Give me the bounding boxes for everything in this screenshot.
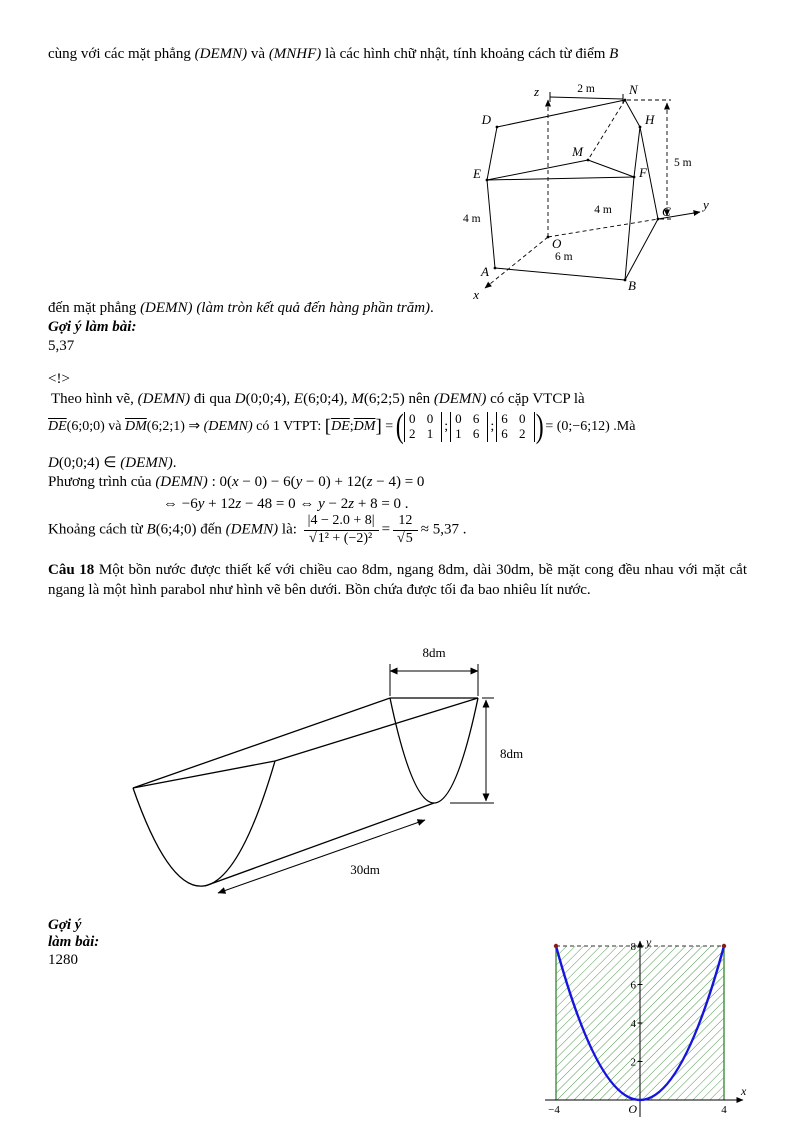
text-segment: [ — [324, 416, 332, 438]
text-segment: $\overline{DE}$ — [331, 419, 350, 435]
text-segment: (DEMN) — [225, 521, 279, 538]
text-segment: là các hình chữ nhật, tính khoảng cách từ điểm — [321, 46, 610, 62]
text-segment: (DEMN) — [194, 46, 248, 62]
determinant-3 — [496, 412, 534, 442]
text-segment: ; — [349, 419, 354, 435]
axis-z-label: z — [533, 84, 539, 99]
text-segment: = (0;−6;12) — [541, 419, 610, 435]
det1-row2: 2 1 — [409, 426, 438, 441]
text-segment: − 4) = 0 — [372, 474, 425, 490]
text-segment: (DEMN) — [140, 300, 193, 316]
ytick-6: 6 — [630, 979, 636, 992]
axis-x-label: x — [473, 287, 479, 302]
text-segment: − 0) + 12( — [302, 474, 367, 490]
point-C-label: C — [662, 204, 671, 219]
text-segment: : 0( — [207, 474, 232, 490]
text-segment: Câu 18 — [48, 562, 95, 578]
text-segment: $\overline{DM}$ — [353, 419, 376, 435]
text-segment: (6;0;4), — [303, 391, 352, 407]
approx-result: ≈ 5,37 . — [420, 521, 467, 538]
text-segment: (làm tròn kết quả đến hàng phần trăm) — [196, 300, 431, 316]
text-segment: . — [172, 455, 177, 471]
graph-y-label: y — [646, 935, 652, 949]
point-A-label: A — [481, 264, 489, 279]
det2-row2: 1 6 — [455, 426, 484, 441]
prism-solid-edges — [487, 92, 700, 280]
sqrt-sign: √ — [309, 530, 317, 546]
text-segment: x — [231, 474, 239, 490]
text-segment: (DEMN) — [120, 455, 173, 471]
solution-line-3 — [48, 453, 177, 472]
text-segment: z — [348, 496, 355, 512]
point-E-label: E — [473, 166, 481, 181]
trough-figure — [120, 638, 540, 918]
text-segment: .Mà — [609, 419, 636, 435]
cau18-paragraph — [48, 560, 747, 601]
text-segment: B — [146, 521, 156, 538]
fraction-2 — [393, 513, 418, 548]
prism-figure — [455, 78, 725, 310]
text-segment: z — [366, 474, 373, 490]
intro-line — [48, 46, 618, 63]
point-D-label: D — [481, 112, 491, 127]
text-segment: (DEMN) — [137, 391, 191, 407]
front-parabola — [133, 761, 275, 886]
determinant-2 — [450, 412, 488, 442]
curve-endpoint-right — [722, 944, 726, 948]
dim-4m-left-label: 4 m — [463, 213, 481, 225]
determinant-1 — [404, 412, 442, 442]
ytick-4: 4 — [630, 1018, 636, 1030]
trough-height-label: 8dm — [500, 746, 524, 761]
text-segment: y — [295, 474, 303, 490]
text-segment: đi qua — [190, 391, 235, 407]
text-segment: y — [197, 496, 205, 512]
curve-endpoint-left — [554, 944, 558, 948]
axis-y-label: y — [703, 197, 709, 212]
text-segment: − 48 = 0 ⇔ — [241, 496, 319, 512]
text-segment: (MNHF) — [268, 46, 322, 62]
text-segment: z — [235, 496, 242, 512]
solution-line-vtpt — [48, 410, 635, 444]
det3-row2: 6 2 — [501, 426, 530, 441]
solution-line-1 — [51, 391, 585, 408]
vtpt-suffix — [542, 419, 636, 434]
point-B-label: B — [628, 278, 636, 293]
solution-line-4 — [48, 474, 424, 491]
solution-line-5 — [163, 496, 409, 513]
text-segment: (6;2;1) ⇒ — [146, 419, 204, 435]
dim-6m-label: 6 m — [555, 251, 573, 263]
fraction-1 — [304, 513, 379, 548]
text-segment: (DEMN) — [203, 419, 253, 435]
origin-label: O — [628, 1102, 637, 1116]
xtick-minus4: −4 — [548, 1104, 560, 1116]
text-segment: − 2 — [324, 496, 349, 512]
ytick-2: 2 — [630, 1056, 636, 1069]
text-segment: ⇔ −6 — [163, 496, 198, 512]
equals-sign: = — [381, 521, 391, 538]
text-segment: có 1 VTPT: — [252, 419, 325, 435]
text-segment: có cặp VTCP là — [486, 391, 585, 407]
trough-width-label: 8dm — [422, 645, 446, 660]
hint1-label: Gợi ý làm bài: — [48, 319, 137, 335]
vtpt-prefix — [48, 416, 397, 438]
big-paren-close: ) — [535, 408, 544, 445]
point-H-label: H — [645, 112, 655, 127]
dim-2m-label: 2 m — [577, 83, 595, 95]
hint1-value: 5,37 — [48, 338, 75, 354]
text-segment: (DEMN) — [433, 391, 487, 407]
hint2-label-line1: Gợi ý — [48, 917, 82, 933]
det-separator: ; — [444, 419, 449, 435]
point-O-label: O — [552, 236, 562, 251]
text-segment: (6;2;5) nên — [363, 391, 434, 407]
text-segment: Theo hình vẽ, — [51, 391, 138, 407]
after-figure-line — [48, 300, 434, 317]
text-segment: + 12 — [204, 496, 236, 512]
text-segment: Khoảng cách từ — [48, 521, 147, 538]
text-segment: Phương trình của — [48, 474, 156, 490]
text-segment: cùng với các mặt phẳng — [48, 46, 195, 62]
text-segment: ] — [375, 416, 382, 438]
hint2-value: 1280 — [48, 952, 78, 968]
text-segment: đến mặt phẳng — [48, 300, 141, 316]
ytick-8: 8 — [630, 941, 636, 953]
text-segment: và — [247, 46, 269, 62]
text-segment: E — [293, 391, 304, 407]
fraction2-denominator — [393, 531, 418, 548]
text-segment: B — [609, 46, 619, 62]
text-segment: (6;0;0) và — [66, 419, 125, 435]
det2-row1: 0 6 — [455, 411, 484, 427]
text-segment: . — [430, 300, 434, 316]
graph-figure — [535, 935, 750, 1121]
point-N-label: N — [629, 82, 638, 97]
text-segment: $\overline{DM}$ — [125, 419, 147, 435]
text-segment: (0;0;4), — [245, 391, 294, 407]
text-segment: là: — [278, 521, 301, 538]
text-segment: Một bồn nước được thiết kế với chiều cao 8dm, ngang 8dm, dài 30dm, bề mặt cong đều nhau với mặt cắt ngang là một hình parabol như hình vẽ bên dưới. Bồn chứa được tối đa bao nhiêu lít nước. — [48, 562, 747, 599]
text-segment: − 0) − 6( — [238, 474, 296, 490]
dim-5m-label: 5 m — [674, 157, 692, 169]
text-segment: D — [48, 455, 59, 471]
text-segment: D — [234, 391, 246, 407]
text-segment: + 8 = 0 . — [354, 496, 409, 512]
distance-prefix — [48, 522, 301, 538]
text-segment: M — [351, 391, 364, 407]
back-parabola — [390, 698, 478, 803]
dim-4m-bottom-label: 4 m — [594, 204, 612, 216]
sqrt-sign: √ — [397, 530, 405, 546]
det-separator: ; — [490, 419, 495, 435]
fraction1-numerator: |4 − 2.0 + 8| — [304, 513, 379, 531]
text-segment: (0;0;4) ∈ — [58, 455, 121, 471]
point-M-label: M — [572, 144, 583, 159]
sqrt-body: 5 — [405, 530, 413, 546]
text-segment: (DEMN) — [155, 474, 208, 490]
big-paren-open: ( — [395, 408, 404, 445]
text-segment: $\overline{DE}$ — [48, 419, 67, 435]
solution-line-distance — [48, 513, 466, 548]
text-segment: = — [381, 419, 397, 435]
text-segment: (6;4;0) đến — [155, 521, 226, 538]
separator-marker: <!> — [48, 371, 70, 387]
xtick-4: 4 — [721, 1104, 727, 1116]
hint2-label-line2: làm bài: — [48, 934, 100, 950]
prism-hidden-edges — [485, 100, 671, 288]
det3-row1: 6 0 — [501, 411, 530, 427]
trough-outline — [133, 698, 478, 886]
graph-x-label: x — [741, 1084, 747, 1098]
point-F-label: F — [639, 165, 647, 180]
fraction2-numerator: 12 — [393, 513, 418, 531]
text-segment: y — [318, 496, 325, 512]
fraction1-denominator — [304, 531, 379, 548]
trough-length-label: 30dm — [350, 862, 380, 877]
sqrt-body: 1² + (−2)² — [317, 530, 373, 546]
det1-row1: 0 0 — [409, 411, 438, 427]
